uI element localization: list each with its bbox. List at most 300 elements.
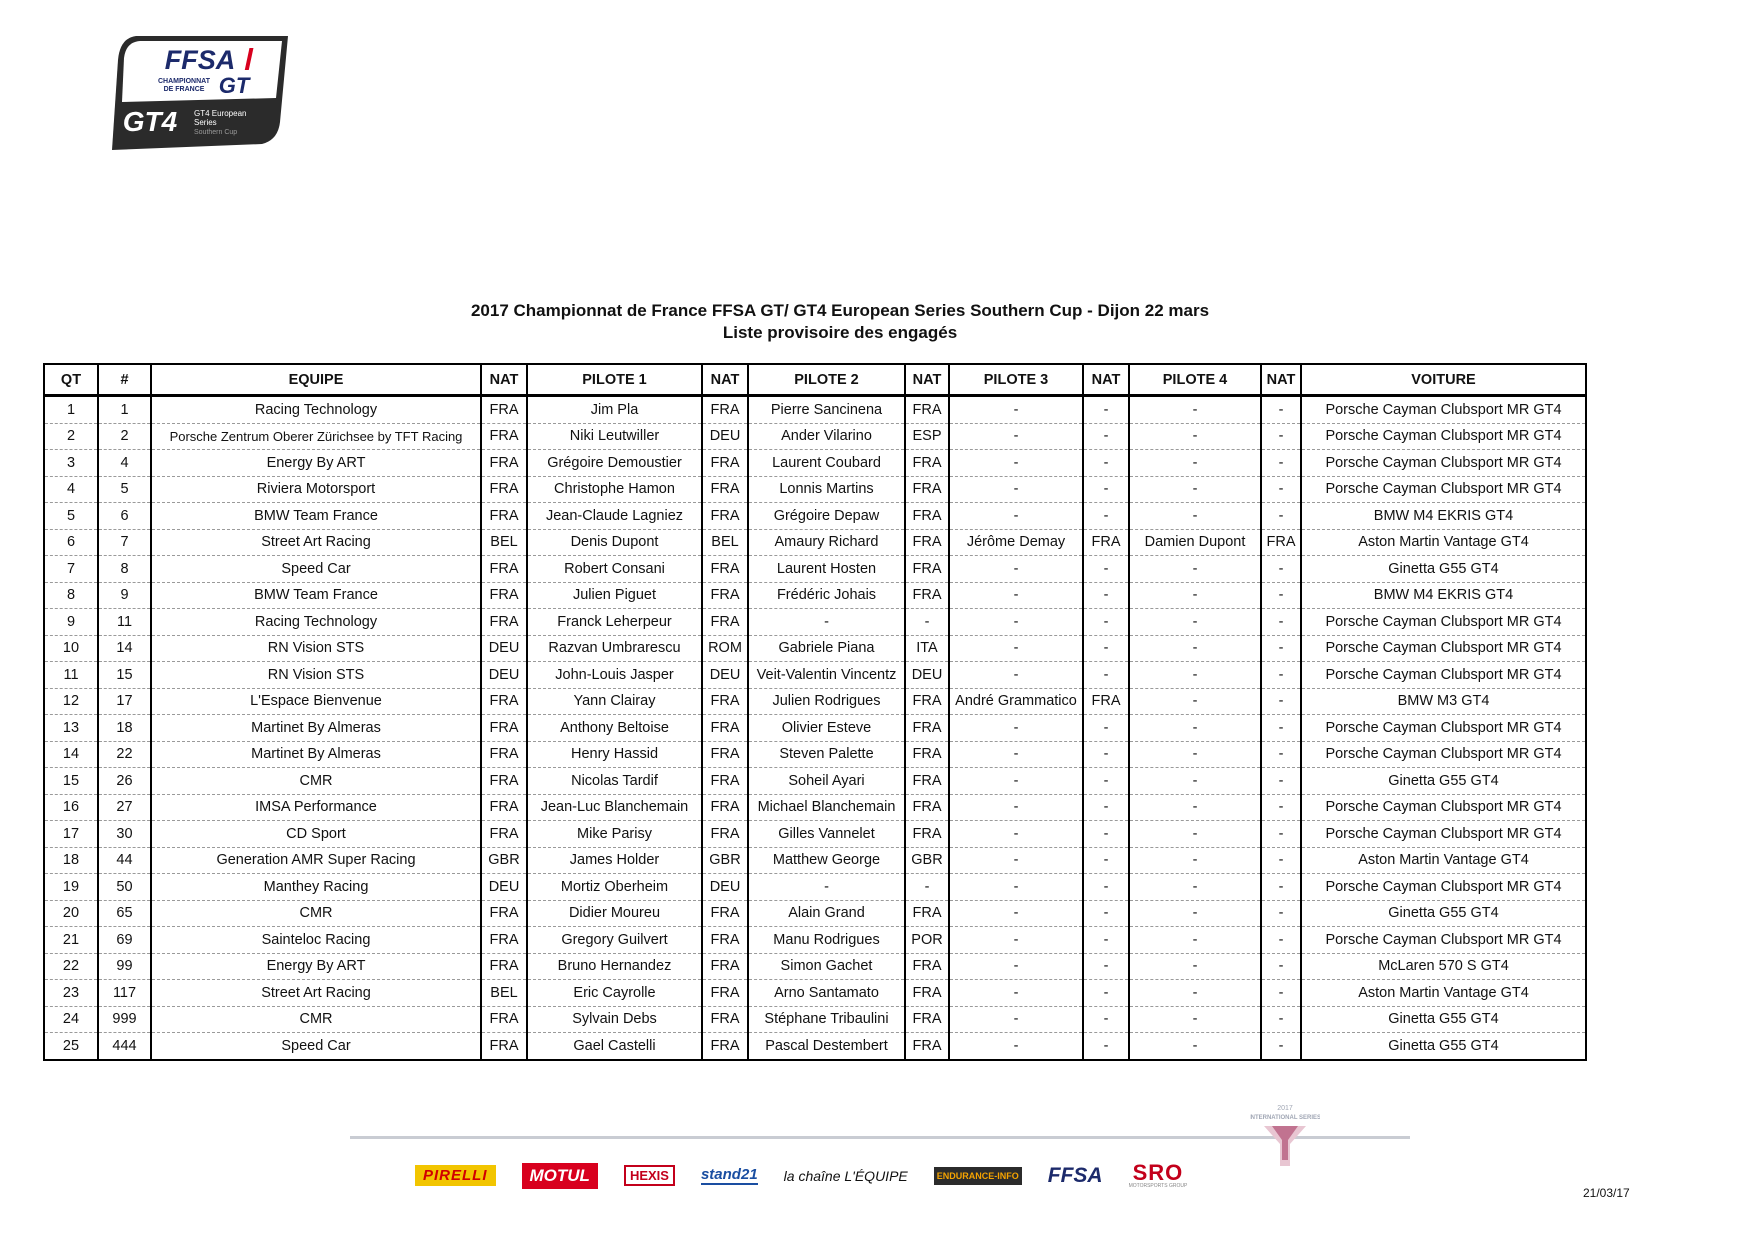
nat-equipe-cell: FRA — [481, 450, 527, 477]
nat-equipe-cell: FRA — [481, 715, 527, 742]
pilote-2-cell: Gilles Vannelet — [748, 821, 905, 848]
nat-3-cell: - — [1083, 794, 1129, 821]
nat-4-cell: - — [1261, 609, 1301, 636]
column-header-pilote-3: PILOTE 3 — [949, 364, 1083, 396]
equipe-cell: L'Espace Bienvenue — [151, 688, 481, 715]
qt-cell: 4 — [44, 476, 98, 503]
pilote-4-cell: - — [1129, 423, 1261, 450]
column-header-pilote-4: PILOTE 4 — [1129, 364, 1261, 396]
column-header-equipe: EQUIPE — [151, 364, 481, 396]
qt-cell: 12 — [44, 688, 98, 715]
pilote-3-cell: - — [949, 476, 1083, 503]
intl-series-name: INTERNATIONAL SERIES — [1250, 1115, 1320, 1121]
voiture-cell: Porsche Cayman Clubsport MR GT4 — [1301, 874, 1586, 901]
equipe-cell: CD Sport — [151, 821, 481, 848]
nat-2-cell: FRA — [905, 821, 949, 848]
voiture-cell: BMW M3 GT4 — [1301, 688, 1586, 715]
nat-3-cell: - — [1083, 715, 1129, 742]
voiture-cell: Porsche Cayman Clubsport MR GT4 — [1301, 396, 1586, 424]
pilote-1-cell: Niki Leutwiller — [527, 423, 702, 450]
pilote-1-cell: Denis Dupont — [527, 529, 702, 556]
pilote-3-cell: - — [949, 741, 1083, 768]
equipe-cell: RN Vision STS — [151, 635, 481, 662]
nat-2-cell: FRA — [905, 396, 949, 424]
nat-equipe-cell: BEL — [481, 980, 527, 1007]
pilote-3-cell: - — [949, 423, 1083, 450]
nat-2-cell: FRA — [905, 582, 949, 609]
pilote-1-cell: Robert Consani — [527, 556, 702, 583]
pilote-2-cell: Lonnis Martins — [748, 476, 905, 503]
column-header-nat-4: NAT — [1261, 364, 1301, 396]
table-row — [44, 556, 1586, 583]
voiture-cell: Ginetta G55 GT4 — [1301, 768, 1586, 795]
pilote-3-cell: - — [949, 794, 1083, 821]
pilote-4-cell: - — [1129, 635, 1261, 662]
equipe-cell: Riviera Motorsport — [151, 476, 481, 503]
voiture-cell: Porsche Cayman Clubsport MR GT4 — [1301, 715, 1586, 742]
nat-equipe-cell: FRA — [481, 556, 527, 583]
nat-1-cell: FRA — [702, 556, 748, 583]
voiture-cell: Aston Martin Vantage GT4 — [1301, 529, 1586, 556]
svg-text:DE FRANCE: DE FRANCE — [163, 86, 205, 93]
nat-1-cell: FRA — [702, 953, 748, 980]
nat-2-cell: FRA — [905, 556, 949, 583]
equipe-cell: Porsche Zentrum Oberer Zürichsee by TFT Racing — [151, 423, 481, 450]
voiture-cell: Porsche Cayman Clubsport MR GT4 — [1301, 635, 1586, 662]
nat-4-cell: - — [1261, 821, 1301, 848]
nat-1-cell: FRA — [702, 1033, 748, 1060]
voiture-cell: Porsche Cayman Clubsport MR GT4 — [1301, 821, 1586, 848]
nat-1-cell: FRA — [702, 396, 748, 424]
pilote-1-cell: Razvan Umbrarescu — [527, 635, 702, 662]
document-title-block — [0, 300, 1680, 344]
car-number-cell: 30 — [98, 821, 151, 848]
nat-1-cell: FRA — [702, 715, 748, 742]
nat-4-cell: - — [1261, 715, 1301, 742]
car-number-cell: 15 — [98, 662, 151, 689]
nat-equipe-cell: FRA — [481, 423, 527, 450]
nat-2-cell: FRA — [905, 768, 949, 795]
pilote-1-cell: Didier Moureu — [527, 900, 702, 927]
pilote-1-cell: Jim Pla — [527, 396, 702, 424]
nat-3-cell: - — [1083, 423, 1129, 450]
nat-4-cell: - — [1261, 953, 1301, 980]
car-number-cell: 11 — [98, 609, 151, 636]
nat-3-cell: - — [1083, 847, 1129, 874]
nat-3-cell: - — [1083, 609, 1129, 636]
nat-1-cell: FRA — [702, 609, 748, 636]
voiture-cell: Ginetta G55 GT4 — [1301, 900, 1586, 927]
car-number-cell: 99 — [98, 953, 151, 980]
pilote-4-cell: - — [1129, 874, 1261, 901]
pilote-4-cell: - — [1129, 847, 1261, 874]
entry-list-table — [43, 363, 1587, 1061]
pilote-4-cell: - — [1129, 476, 1261, 503]
nat-1-cell: BEL — [702, 529, 748, 556]
nat-1-cell: DEU — [702, 662, 748, 689]
qt-cell: 19 — [44, 874, 98, 901]
pilote-1-cell: James Holder — [527, 847, 702, 874]
equipe-cell: Martinet By Almeras — [151, 715, 481, 742]
qt-cell: 22 — [44, 953, 98, 980]
table-row — [44, 715, 1586, 742]
pilote-1-cell: Sylvain Debs — [527, 1006, 702, 1033]
equipe-cell: Racing Technology — [151, 609, 481, 636]
qt-cell: 2 — [44, 423, 98, 450]
nat-4-cell: - — [1261, 980, 1301, 1007]
qt-cell: 18 — [44, 847, 98, 874]
nat-1-cell: FRA — [702, 741, 748, 768]
nat-2-cell: FRA — [905, 450, 949, 477]
car-number-cell: 18 — [98, 715, 151, 742]
car-number-cell: 17 — [98, 688, 151, 715]
pilote-2-cell: Stéphane Tribaulini — [748, 1006, 905, 1033]
pilote-3-cell: - — [949, 609, 1083, 636]
nat-4-cell: - — [1261, 396, 1301, 424]
table-row — [44, 847, 1586, 874]
car-number-cell: 5 — [98, 476, 151, 503]
nat-equipe-cell: FRA — [481, 1033, 527, 1060]
pilote-4-cell: - — [1129, 927, 1261, 954]
qt-cell: 5 — [44, 503, 98, 530]
nat-2-cell: FRA — [905, 900, 949, 927]
voiture-cell: Porsche Cayman Clubsport MR GT4 — [1301, 927, 1586, 954]
voiture-cell: Porsche Cayman Clubsport MR GT4 — [1301, 662, 1586, 689]
nat-1-cell: FRA — [702, 688, 748, 715]
hexis-logo: HEXIS — [624, 1165, 675, 1186]
pilote-1-cell: Nicolas Tardif — [527, 768, 702, 795]
sro-logo-subtitle: MOTORSPORTS GROUP — [1128, 1183, 1188, 1189]
table-row — [44, 396, 1586, 424]
pilote-1-cell: Anthony Beltoise — [527, 715, 702, 742]
car-number-cell: 69 — [98, 927, 151, 954]
equipe-cell: RN Vision STS — [151, 662, 481, 689]
equipe-cell: Energy By ART — [151, 450, 481, 477]
nat-equipe-cell: BEL — [481, 529, 527, 556]
table-row — [44, 503, 1586, 530]
equipe-cell: Manthey Racing — [151, 874, 481, 901]
pilote-1-cell: Christophe Hamon — [527, 476, 702, 503]
nat-4-cell: - — [1261, 582, 1301, 609]
nat-4-cell: - — [1261, 741, 1301, 768]
pilote-1-cell: Eric Cayrolle — [527, 980, 702, 1007]
pilote-2-cell: Manu Rodrigues — [748, 927, 905, 954]
nat-3-cell: - — [1083, 582, 1129, 609]
pilote-1-cell: Henry Hassid — [527, 741, 702, 768]
nat-3-cell: - — [1083, 741, 1129, 768]
sponsor-logos-row — [415, 1162, 1187, 1189]
motul-logo: MOTUL — [522, 1163, 598, 1189]
svg-text:GT: GT — [218, 73, 250, 98]
pilote-4-cell: - — [1129, 900, 1261, 927]
car-number-cell: 65 — [98, 900, 151, 927]
table-row — [44, 609, 1586, 636]
nat-equipe-cell: FRA — [481, 768, 527, 795]
pilote-3-cell: - — [949, 662, 1083, 689]
nat-3-cell: - — [1083, 635, 1129, 662]
column-header-nat-1: NAT — [702, 364, 748, 396]
nat-1-cell: DEU — [702, 874, 748, 901]
qt-cell: 1 — [44, 396, 98, 424]
nat-4-cell: - — [1261, 874, 1301, 901]
column-header-nat-equipe: NAT — [481, 364, 527, 396]
car-number-cell: 117 — [98, 980, 151, 1007]
nat-equipe-cell: FRA — [481, 609, 527, 636]
nat-1-cell: FRA — [702, 821, 748, 848]
nat-equipe-cell: FRA — [481, 927, 527, 954]
nat-4-cell: - — [1261, 900, 1301, 927]
pilote-4-cell: Damien Dupont — [1129, 529, 1261, 556]
nat-3-cell: - — [1083, 821, 1129, 848]
table-row — [44, 900, 1586, 927]
table-row — [44, 529, 1586, 556]
voiture-cell: Porsche Cayman Clubsport MR GT4 — [1301, 450, 1586, 477]
nat-4-cell: - — [1261, 423, 1301, 450]
equipe-cell: CMR — [151, 900, 481, 927]
pilote-1-cell: Gael Castelli — [527, 1033, 702, 1060]
voiture-cell: Porsche Cayman Clubsport MR GT4 — [1301, 741, 1586, 768]
nat-2-cell: - — [905, 609, 949, 636]
pilote-3-cell: André Grammatico — [949, 688, 1083, 715]
nat-2-cell: FRA — [905, 715, 949, 742]
nat-3-cell: - — [1083, 768, 1129, 795]
nat-3-cell: - — [1083, 662, 1129, 689]
table-row — [44, 662, 1586, 689]
nat-4-cell: - — [1261, 1006, 1301, 1033]
equipe-cell: IMSA Performance — [151, 794, 481, 821]
voiture-cell: BMW M4 EKRIS GT4 — [1301, 582, 1586, 609]
equipe-cell: Racing Technology — [151, 396, 481, 424]
voiture-cell: Porsche Cayman Clubsport MR GT4 — [1301, 423, 1586, 450]
voiture-cell: Ginetta G55 GT4 — [1301, 1006, 1586, 1033]
car-number-cell: 50 — [98, 874, 151, 901]
table-row — [44, 1033, 1586, 1060]
qt-cell: 21 — [44, 927, 98, 954]
pilote-2-cell: Gabriele Piana — [748, 635, 905, 662]
nat-equipe-cell: FRA — [481, 900, 527, 927]
pilote-2-cell: Arno Santamato — [748, 980, 905, 1007]
nat-1-cell: GBR — [702, 847, 748, 874]
nat-4-cell: - — [1261, 927, 1301, 954]
car-number-cell: 27 — [98, 794, 151, 821]
nat-equipe-cell: FRA — [481, 582, 527, 609]
table-header-row — [44, 364, 1586, 396]
nat-2-cell: FRA — [905, 529, 949, 556]
pilote-3-cell: - — [949, 1006, 1083, 1033]
pilote-3-cell: - — [949, 847, 1083, 874]
pilote-1-cell: Jean-Luc Blanchemain — [527, 794, 702, 821]
pilote-4-cell: - — [1129, 688, 1261, 715]
endurance-info-logo: ENDURANCE-INFO — [934, 1167, 1022, 1185]
nat-1-cell: FRA — [702, 900, 748, 927]
pilote-2-cell: Soheil Ayari — [748, 768, 905, 795]
voiture-cell: Aston Martin Vantage GT4 — [1301, 847, 1586, 874]
car-number-cell: 9 — [98, 582, 151, 609]
pilote-2-cell: Laurent Hosten — [748, 556, 905, 583]
pilote-4-cell: - — [1129, 582, 1261, 609]
equipe-cell: BMW Team France — [151, 503, 481, 530]
nat-2-cell: FRA — [905, 953, 949, 980]
pilote-2-cell: Matthew George — [748, 847, 905, 874]
ffsa-logo: FFSA — [1047, 1163, 1103, 1187]
nat-4-cell: - — [1261, 768, 1301, 795]
sro-logo-mark: SRO — [1132, 1160, 1184, 1185]
nat-3-cell: FRA — [1083, 688, 1129, 715]
nat-3-cell: FRA — [1083, 529, 1129, 556]
equipe-cell: CMR — [151, 1006, 481, 1033]
voiture-cell: Ginetta G55 GT4 — [1301, 1033, 1586, 1060]
nat-2-cell: FRA — [905, 1006, 949, 1033]
equipe-cell: Martinet By Almeras — [151, 741, 481, 768]
pilote-2-cell: Ander Vilarino — [748, 423, 905, 450]
pilote-4-cell: - — [1129, 450, 1261, 477]
nat-3-cell: - — [1083, 450, 1129, 477]
equipe-cell: Speed Car — [151, 1033, 481, 1060]
voiture-cell: BMW M4 EKRIS GT4 — [1301, 503, 1586, 530]
qt-cell: 13 — [44, 715, 98, 742]
nat-3-cell: - — [1083, 556, 1129, 583]
nat-equipe-cell: DEU — [481, 635, 527, 662]
nat-2-cell: ESP — [905, 423, 949, 450]
pilote-2-cell: Steven Palette — [748, 741, 905, 768]
table-row — [44, 423, 1586, 450]
nat-4-cell: FRA — [1261, 529, 1301, 556]
qt-cell: 8 — [44, 582, 98, 609]
stand21-logo: stand21 — [700, 1166, 758, 1183]
nat-equipe-cell: FRA — [481, 396, 527, 424]
nat-3-cell: - — [1083, 900, 1129, 927]
nat-3-cell: - — [1083, 953, 1129, 980]
qt-cell: 9 — [44, 609, 98, 636]
pilote-4-cell: - — [1129, 662, 1261, 689]
equipe-cell: BMW Team France — [151, 582, 481, 609]
nat-equipe-cell: DEU — [481, 874, 527, 901]
table-row — [44, 476, 1586, 503]
pilote-1-cell: Yann Clairay — [527, 688, 702, 715]
voiture-cell: Ginetta G55 GT4 — [1301, 556, 1586, 583]
nat-2-cell: FRA — [905, 980, 949, 1007]
nat-2-cell: - — [905, 874, 949, 901]
car-number-cell: 7 — [98, 529, 151, 556]
column-header-nat-3: NAT — [1083, 364, 1129, 396]
nat-3-cell: - — [1083, 980, 1129, 1007]
pilote-2-cell: - — [748, 874, 905, 901]
nat-4-cell: - — [1261, 688, 1301, 715]
footer-date: 21/03/17 — [1583, 1186, 1630, 1200]
table-row — [44, 635, 1586, 662]
table-row — [44, 741, 1586, 768]
car-number-cell: 44 — [98, 847, 151, 874]
qt-cell: 15 — [44, 768, 98, 795]
svg-text:GT4 European: GT4 European — [194, 109, 247, 118]
nat-equipe-cell: FRA — [481, 741, 527, 768]
nat-3-cell: - — [1083, 927, 1129, 954]
pilote-4-cell: - — [1129, 1033, 1261, 1060]
svg-text:GT4: GT4 — [122, 106, 178, 137]
pilote-3-cell: - — [949, 1033, 1083, 1060]
nat-1-cell: FRA — [702, 980, 748, 1007]
voiture-cell: McLaren 570 S GT4 — [1301, 953, 1586, 980]
nat-equipe-cell: GBR — [481, 847, 527, 874]
column-header-pilote-1: PILOTE 1 — [527, 364, 702, 396]
nat-3-cell: - — [1083, 1033, 1129, 1060]
pilote-4-cell: - — [1129, 396, 1261, 424]
pilote-3-cell: - — [949, 953, 1083, 980]
pilote-4-cell: - — [1129, 953, 1261, 980]
pilote-4-cell: - — [1129, 768, 1261, 795]
pilote-2-cell: Pascal Destembert — [748, 1033, 905, 1060]
pilote-2-cell: Veit-Valentin Vincentz — [748, 662, 905, 689]
sponsor-strip — [350, 1105, 1410, 1198]
nat-3-cell: - — [1083, 874, 1129, 901]
nat-1-cell: FRA — [702, 450, 748, 477]
pilote-3-cell: - — [949, 556, 1083, 583]
voiture-cell: Porsche Cayman Clubsport MR GT4 — [1301, 476, 1586, 503]
pilote-3-cell: - — [949, 874, 1083, 901]
svg-text:CHAMPIONNAT: CHAMPIONNAT — [158, 78, 210, 85]
pilote-1-cell: Julien Piguet — [527, 582, 702, 609]
pilote-1-cell: Bruno Hernandez — [527, 953, 702, 980]
pilote-2-cell: Frédéric Johais — [748, 582, 905, 609]
qt-cell: 20 — [44, 900, 98, 927]
nat-2-cell: FRA — [905, 741, 949, 768]
nat-equipe-cell: DEU — [481, 662, 527, 689]
car-number-cell: 4 — [98, 450, 151, 477]
nat-4-cell: - — [1261, 635, 1301, 662]
car-number-cell: 26 — [98, 768, 151, 795]
nat-3-cell: - — [1083, 503, 1129, 530]
pilote-3-cell: - — [949, 582, 1083, 609]
pilote-4-cell: - — [1129, 503, 1261, 530]
qt-cell: 25 — [44, 1033, 98, 1060]
nat-2-cell: FRA — [905, 503, 949, 530]
pilote-2-cell: Amaury Richard — [748, 529, 905, 556]
table-row — [44, 980, 1586, 1007]
pilote-4-cell: - — [1129, 821, 1261, 848]
voiture-cell: Porsche Cayman Clubsport MR GT4 — [1301, 794, 1586, 821]
qt-cell: 6 — [44, 529, 98, 556]
nat-equipe-cell: FRA — [481, 821, 527, 848]
equipe-cell: Street Art Racing — [151, 980, 481, 1007]
qt-cell: 17 — [44, 821, 98, 848]
voiture-cell: Porsche Cayman Clubsport MR GT4 — [1301, 609, 1586, 636]
car-number-cell: 1 — [98, 396, 151, 424]
pilote-1-cell: Mike Parisy — [527, 821, 702, 848]
nat-3-cell: - — [1083, 476, 1129, 503]
pilote-3-cell: - — [949, 927, 1083, 954]
qt-cell: 10 — [44, 635, 98, 662]
equipe-cell: Energy By ART — [151, 953, 481, 980]
pirelli-logo: PIRELLI — [415, 1165, 496, 1186]
pilote-2-cell: Alain Grand — [748, 900, 905, 927]
nat-3-cell: - — [1083, 396, 1129, 424]
table-row — [44, 874, 1586, 901]
nat-2-cell: FRA — [905, 688, 949, 715]
nat-2-cell: POR — [905, 927, 949, 954]
pilote-2-cell: Laurent Coubard — [748, 450, 905, 477]
table-row — [44, 927, 1586, 954]
qt-cell: 23 — [44, 980, 98, 1007]
pilote-1-cell: Grégoire Demoustier — [527, 450, 702, 477]
table-row — [44, 582, 1586, 609]
nat-4-cell: - — [1261, 662, 1301, 689]
column-header-number: # — [98, 364, 151, 396]
nat-equipe-cell: FRA — [481, 476, 527, 503]
international-series-logo — [1250, 1100, 1320, 1178]
qt-cell: 16 — [44, 794, 98, 821]
nat-equipe-cell: FRA — [481, 953, 527, 980]
pilote-3-cell: Jérôme Demay — [949, 529, 1083, 556]
